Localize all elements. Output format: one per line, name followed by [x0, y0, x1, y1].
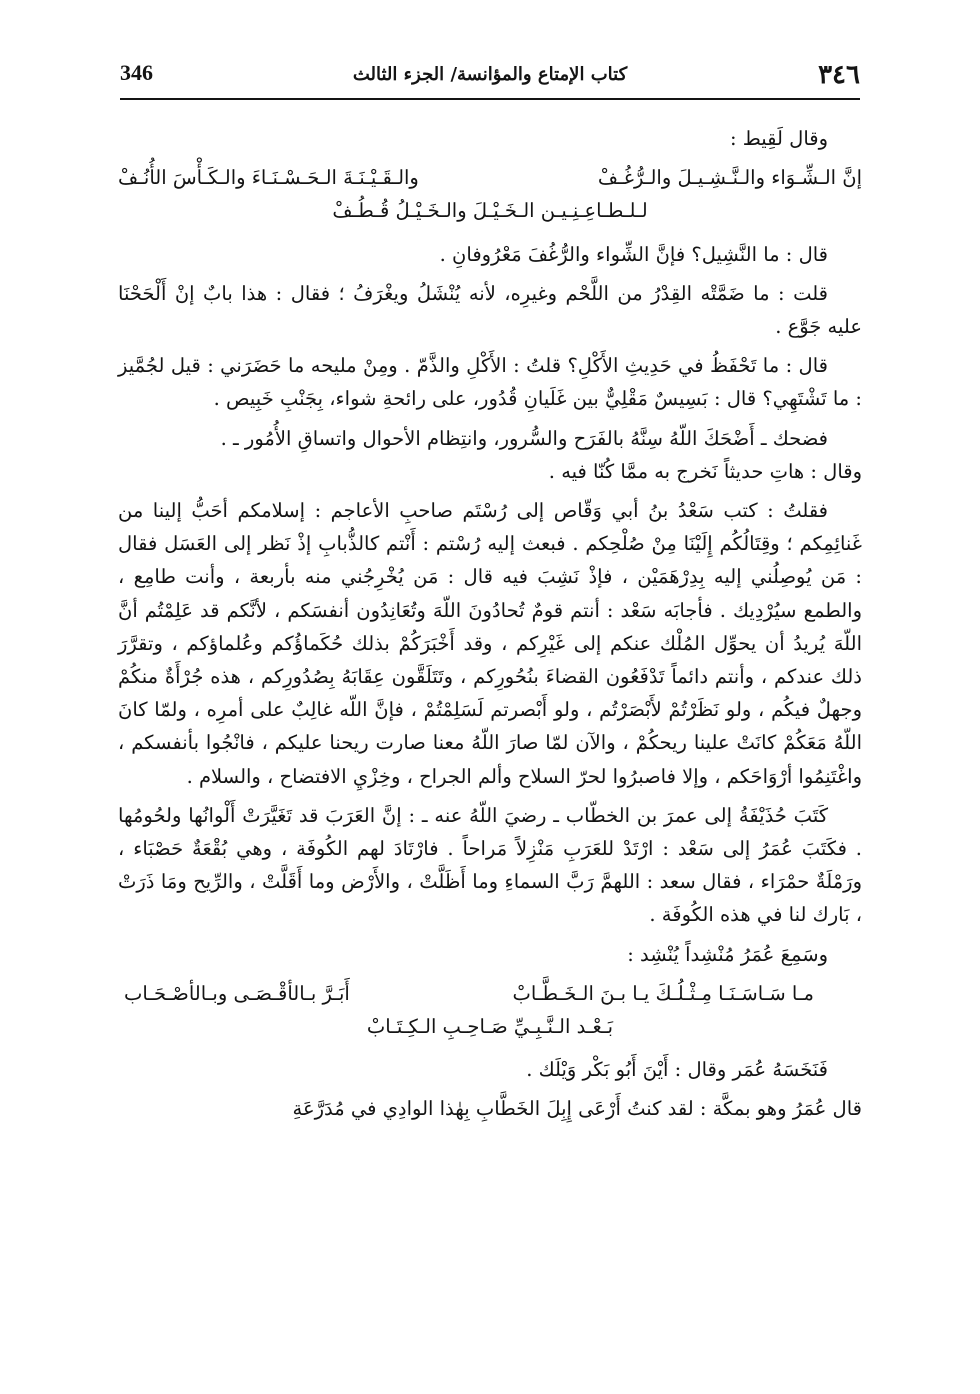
paragraph: قال : ما النَّشِيل؟ فإنَّ الشِّواء والرُّغُفَ مَعْرُوفانِ .: [439, 242, 828, 266]
verse-hemistich: إنَّ الـشِّـوَاء والـنَّـشِـيـلَ والـرُّغُـفْ: [597, 166, 862, 190]
poem-intro-umar: وسَمِعَ عُمَرُ مُنْشِداً يُنْشِد :: [627, 942, 828, 966]
poem-intro-laqit: وقال لَقِيط :: [729, 127, 828, 150]
page-number-latin: 346: [120, 60, 153, 85]
verse-line-2: لـلـطـاعِـنِـيـن الـخَـيْـلَ والـخَـيْـلُ قُـطُـفْ: [332, 199, 648, 223]
paragraph: فَنَخَسَهُ عُمَر وقال : أَيْنَ أَبُو بَكْر وَيْلَك .: [526, 1058, 828, 1082]
verse-hemistich: مـا سَـاسَـنَـا مِـثْـلُـكَ يـا بـنَ الـخَـطَّـابْ: [512, 981, 814, 1005]
paragraph: قال : ما تَحْفَظُ في حَدِيثِ الأَكْلِ؟ قلتُ : الأَكْلِ والذَّمّ . ومِنْ مليحه ما حَضَرَني : قيل لجُمَّيز : ما تَشْتَهِي؟ قال : بَسِيسٌ مَقْلِيٌّ بين غَلَيانِ قُدُور، على رائحةِ شواء، بِجَنْبِ خَبِيص .: [118, 354, 862, 411]
verse-hemistich: أَبَـرَّ بـالأقْـصَـى وبـالأصْـحَـاب: [124, 981, 350, 1005]
running-title: كتاب الإمتاع والمؤانسة/ الجزء الثالث: [352, 64, 628, 85]
verse-line-1: [118, 161, 862, 194]
verse-line-3: [118, 977, 862, 1010]
paragraph: قال عُمَرُ وهو بمكَّة : لقد كنتُ أَرْعَى إِبِلَ الخَطَّابِ بِهٰذا الوادِي في مُدَرَّعَةِ: [292, 1097, 862, 1121]
verse-hemistich: والـقَـيْـنَـةَ الـحَـسْـنَـاءَ والـكَـأْسَ الأُنُـفْ: [118, 166, 419, 190]
verse-line-4: بَـعْـد الـنَّـبِـيِّ صَـاحِـبِ الـكِـتَـابْ: [366, 1015, 614, 1039]
page-number-arabic: ٣٤٦: [818, 60, 860, 90]
paragraph: قلت : ما ضَمَّتْه القِدْرُ من اللَّحْم وغيرِه، لأنه يُنْشَلُ ويغْرَفُ ؛ فقال : هذا بابٌ إنْ أَلْحَحْنَا عليه جَوَّع .: [118, 281, 862, 339]
paragraph: فضحك ـ أَضْحَكَ اللّهُ سِنَّهُ بالفَرَح والسُّرور، وانتِظام الأحوال واتساقِ الأُمُور ـ .: [220, 426, 828, 450]
paragraph: كَتَبَ حُذَيْفَةُ إلى عمرَ بن الخطّاب ـ رضيَ اللّهُ عنه ـ : إنَّ العَرَبَ قد تَغَيَّرَتْ أَلْوانُها ولحُومُها . فكَتَبَ عُمَرُ إلى سَعْد : ارْتَدْ للعَرَبِ مَنْزِلاً مَراحاً . فارْتَادَ لهم الكُوفَة ، وهي بُقْعَةٌ حَصْبَاء ، ورَمْلَةٌ حمْرَاء ، فقال سعد : اللهمَّ رَبَّ السماءِ وما أَظَلَّتْ ، والأَرْض وما أَقَلَّتْ ، والرِّيح ومَا ذَرَتْ ، بَارك لنا في هذه الكُوفَة .: [118, 803, 862, 927]
paragraph: فقلتُ : كتب سَعْدُ بنُ أبي وَقّاص إلى رُسْتَم صاحبِ الأعاجم : إسلامكم أحَبُّ إلينا من غَنائِمِكم ؛ وقِتَالُكُم إِلَيْنَا مِنْ صُلْحِكم . فبعث إليه رُسْتم : أَنْتم كالذُّبابِ إذْ نَظر إلى العَسَل فقال : مَن يُوصِلُني إليه بِدِرْهَمَيْن ، فإذْ نَشِبَ فيه قال : مَن يُخْرِجُني منه بأربعة ، وأنت طامِع ، والطمع سيُرْدِيك . فأجابَه سَعْد : أنتم قومٌ تُحادُونَ اللّهَ وتُعَانِدُون أنفسَكم ، لأنَّكم قد عَلِمْتُم أنَّ اللّهَ يُريدُ أن يحوِّل المُلْك عنكم إلى غَيْرِكم ، وقد أَخْبَرَكُمْ بذلك حُكَماؤُكم وعُلماؤكم ، وتقرَّرَ ذلك عندكم ، وأنتم دائماً تَدْفَعُون القضاءَ بنُحُورِكم ، وتَتَلَقَّون عِقَابَهُ بِصُدُورِكم ، هذه جُرْأَةٌ منكُمْ وجهلٌ فيكُم ، ولو نَظَرْتُمْ لأَبْصَرْتُم ، ولو أَبْصرتم لَسَلِمْتُمْ ، فإنَّ اللّه غالِبٌ على أمرِه ، ولمّا كانَ اللّهُ مَعَكُمْ كانَتْ علينا ريحكُمْ ، والآن لمّا صارَ اللّهُ معنا صارت ريحنا عليكم ، فانْجُوا بأنفسكم ، واغْتَنِمُوا أرْوَاحَكم ، وإلا فاصبرُوا لحرّ السلاح وألم الجراح ، وخِزْيِ الافتضاح ، والسلام .: [118, 499, 862, 788]
page-header: [120, 58, 860, 92]
page-body: [118, 122, 862, 1354]
paragraph: وقال : هاتِ حديثاً نَخرج به ممَّا كُنّا فيه .: [548, 459, 862, 483]
header-rule: [120, 98, 860, 100]
